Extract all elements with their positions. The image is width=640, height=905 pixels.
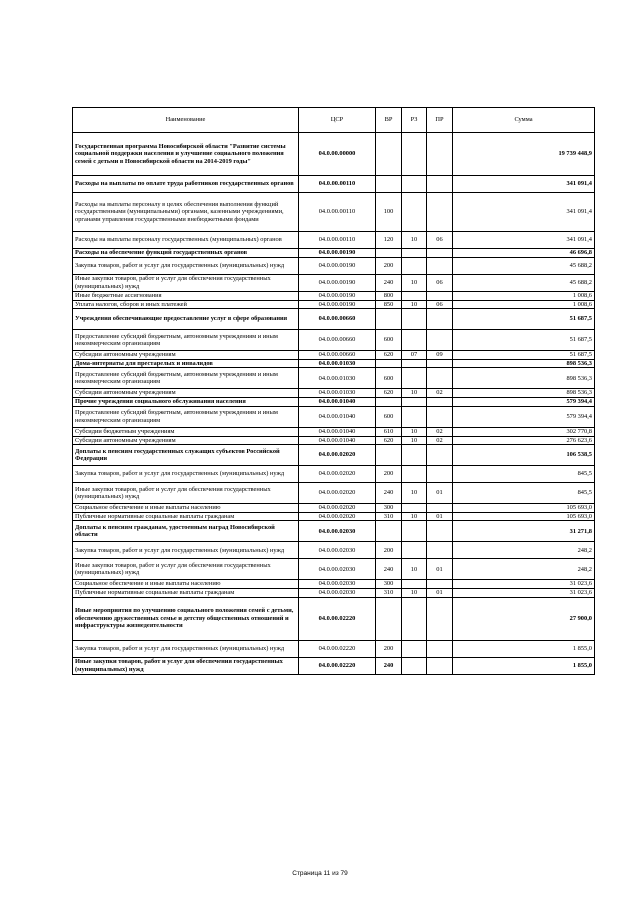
header-sum: Сумма [453, 108, 595, 133]
cell-rz [402, 258, 427, 275]
table-row [73, 483, 595, 504]
cell-sum: 45 688,2 [453, 275, 595, 292]
cell-name: Прочие учреждения социального обслуживания населения [73, 397, 299, 406]
cell-vr: 240 [376, 559, 402, 580]
cell-sum: 1 855,0 [453, 640, 595, 657]
table-row [73, 436, 595, 445]
table-row [73, 504, 595, 513]
table-row [73, 232, 595, 249]
cell-vr: 620 [376, 436, 402, 445]
cell-vr: 200 [376, 258, 402, 275]
cell-csr: 04.0.00.02220 [299, 657, 376, 674]
table-row [73, 512, 595, 521]
cell-name: Социальное обеспечение и иные выплаты населению [73, 580, 299, 589]
cell-csr: 04.0.00.01030 [299, 359, 376, 368]
cell-sum: 579 394,4 [453, 406, 595, 427]
cell-rz [402, 580, 427, 589]
cell-vr [376, 249, 402, 258]
cell-csr: 04.0.00.00660 [299, 309, 376, 330]
cell-csr: 04.0.00.00000 [299, 133, 376, 176]
cell-vr: 310 [376, 512, 402, 521]
cell-csr: 04.0.00.02030 [299, 521, 376, 542]
cell-sum: 898 536,3 [453, 368, 595, 389]
budget-table [72, 107, 595, 675]
cell-sum: 302 770,8 [453, 427, 595, 436]
cell-vr: 100 [376, 193, 402, 232]
cell-name: Предоставление субсидий бюджетным, автономным учреждениям и иным некоммерческим организациям [73, 406, 299, 427]
cell-csr: 04.0.00.02020 [299, 504, 376, 513]
cell-pr [427, 657, 453, 674]
cell-vr: 800 [376, 292, 402, 301]
cell-rz [402, 406, 427, 427]
cell-pr [427, 359, 453, 368]
cell-csr: 04.0.00.00190 [299, 300, 376, 309]
cell-vr: 620 [376, 389, 402, 398]
cell-rz [402, 466, 427, 483]
table-row [73, 258, 595, 275]
cell-name: Расходы на выплаты персоналу в целях обеспечения выполнения функций государственными (муниципальными) органами, казенными учреждениями, органами управления государственными внебюджетными фондами [73, 193, 299, 232]
cell-name: Расходы на выплаты персоналу государственных (муниципальных) органов [73, 232, 299, 249]
cell-vr: 610 [376, 427, 402, 436]
cell-name: Субсидии автономным учреждениям [73, 351, 299, 360]
cell-csr: 04.0.00.01040 [299, 397, 376, 406]
cell-sum: 51 687,5 [453, 351, 595, 360]
cell-name: Дома-интернаты для престарелых и инвалидов [73, 359, 299, 368]
table-row [73, 275, 595, 292]
cell-sum: 105 693,0 [453, 512, 595, 521]
cell-name: Государственная программа Новосибирской области "Развитие системы социальной поддержки населения и улучшение социального положения семей с детьми в Новосибирской области на 2014-2019 годы" [73, 133, 299, 176]
cell-rz [402, 330, 427, 351]
cell-csr: 04.0.00.00190 [299, 258, 376, 275]
cell-pr [427, 176, 453, 193]
cell-csr: 04.0.00.00660 [299, 351, 376, 360]
cell-sum: 46 696,8 [453, 249, 595, 258]
table-row [73, 300, 595, 309]
table-row [73, 445, 595, 466]
table-row [73, 309, 595, 330]
cell-rz: 10 [402, 436, 427, 445]
cell-pr: 01 [427, 483, 453, 504]
cell-rz [402, 640, 427, 657]
cell-vr: 850 [376, 300, 402, 309]
cell-name: Иные закупки товаров, работ и услуг для обеспечения государственных (муниципальных) нужд [73, 483, 299, 504]
cell-name: Закупка товаров, работ и услуг для государственных (муниципальных) нужд [73, 466, 299, 483]
cell-csr: 04.0.00.01040 [299, 436, 376, 445]
cell-pr [427, 580, 453, 589]
cell-name: Расходы на выплаты по оплате труда работников государственных органов [73, 176, 299, 193]
cell-rz [402, 657, 427, 674]
header-csr: ЦСР [299, 108, 376, 133]
cell-name: Иные мероприятия по улучшению социального положения семей с детьми, обеспечению дружественных семье и детству общественных отношений и инфраструктуры жизнедеятельности [73, 597, 299, 640]
header-pr: ПР [427, 108, 453, 133]
cell-name: Расходы на обеспечение функций государственных органов [73, 249, 299, 258]
cell-csr: 04.0.00.01030 [299, 368, 376, 389]
cell-sum: 1 008,6 [453, 300, 595, 309]
cell-csr: 04.0.00.01040 [299, 406, 376, 427]
cell-pr [427, 445, 453, 466]
cell-rz [402, 368, 427, 389]
cell-pr: 02 [427, 389, 453, 398]
cell-sum: 19 739 448,9 [453, 133, 595, 176]
cell-pr [427, 330, 453, 351]
cell-vr: 600 [376, 330, 402, 351]
cell-rz: 10 [402, 275, 427, 292]
cell-name: Социальное обеспечение и иные выплаты населению [73, 504, 299, 513]
cell-name: Иные закупки товаров, работ и услуг для обеспечения государственных (муниципальных) нужд [73, 559, 299, 580]
cell-name: Уплата налогов, сборов и иных платежей [73, 300, 299, 309]
cell-csr: 04.0.00.00190 [299, 249, 376, 258]
cell-sum: 45 688,2 [453, 258, 595, 275]
cell-csr: 04.0.00.01040 [299, 427, 376, 436]
header-name: Наименование [73, 108, 299, 133]
cell-pr [427, 292, 453, 301]
cell-pr [427, 521, 453, 542]
cell-pr: 01 [427, 559, 453, 580]
cell-name: Субсидии бюджетным учреждениям [73, 427, 299, 436]
cell-pr [427, 640, 453, 657]
table-row [73, 176, 595, 193]
table-row [73, 249, 595, 258]
cell-vr: 240 [376, 657, 402, 674]
cell-csr: 04.0.00.00110 [299, 176, 376, 193]
table-row [73, 368, 595, 389]
cell-csr: 04.0.00.00110 [299, 193, 376, 232]
cell-pr: 02 [427, 427, 453, 436]
cell-csr: 04.0.00.02030 [299, 559, 376, 580]
table-row [73, 521, 595, 542]
cell-csr: 04.0.00.02020 [299, 466, 376, 483]
cell-sum: 1 855,0 [453, 657, 595, 674]
cell-sum: 898 536,3 [453, 359, 595, 368]
cell-name: Иные закупки товаров, работ и услуг для обеспечения государственных (муниципальных) нужд [73, 275, 299, 292]
table-row [73, 640, 595, 657]
cell-vr: 200 [376, 466, 402, 483]
cell-rz [402, 292, 427, 301]
cell-name: Доплаты к пенсиям гражданам, удостоенным наград Новосибирской области [73, 521, 299, 542]
cell-rz [402, 193, 427, 232]
cell-pr: 01 [427, 512, 453, 521]
cell-sum: 898 536,3 [453, 389, 595, 398]
cell-sum: 845,5 [453, 466, 595, 483]
table-row [73, 351, 595, 360]
cell-pr [427, 466, 453, 483]
table-row [73, 597, 595, 640]
cell-pr: 06 [427, 275, 453, 292]
cell-vr [376, 309, 402, 330]
cell-sum: 341 091,4 [453, 232, 595, 249]
cell-rz [402, 397, 427, 406]
cell-name: Закупка товаров, работ и услуг для государственных (муниципальных) нужд [73, 258, 299, 275]
cell-pr [427, 542, 453, 559]
cell-rz [402, 504, 427, 513]
cell-name: Закупка товаров, работ и услуг для государственных (муниципальных) нужд [73, 640, 299, 657]
cell-pr: 01 [427, 588, 453, 597]
cell-rz [402, 309, 427, 330]
cell-vr [376, 359, 402, 368]
cell-vr: 240 [376, 483, 402, 504]
table-header-row [73, 108, 595, 133]
table-row [73, 397, 595, 406]
table-row [73, 359, 595, 368]
cell-pr [427, 249, 453, 258]
table-row [73, 580, 595, 589]
cell-pr [427, 258, 453, 275]
cell-rz [402, 249, 427, 258]
cell-name: Предоставление субсидий бюджетным, автономным учреждениям и иным некоммерческим организациям [73, 368, 299, 389]
cell-sum: 341 091,4 [453, 193, 595, 232]
cell-csr: 04.0.00.00190 [299, 292, 376, 301]
cell-vr: 300 [376, 504, 402, 513]
table-row [73, 133, 595, 176]
cell-name: Закупка товаров, работ и услуг для государственных (муниципальных) нужд [73, 542, 299, 559]
cell-vr [376, 521, 402, 542]
cell-sum: 341 091,4 [453, 176, 595, 193]
cell-csr: 04.0.00.02020 [299, 445, 376, 466]
table-row [73, 466, 595, 483]
cell-pr [427, 133, 453, 176]
cell-csr: 04.0.00.02220 [299, 640, 376, 657]
cell-sum: 248,2 [453, 542, 595, 559]
cell-sum: 51 687,5 [453, 330, 595, 351]
cell-rz [402, 176, 427, 193]
cell-pr [427, 309, 453, 330]
cell-pr [427, 406, 453, 427]
table-row [73, 193, 595, 232]
cell-rz: 10 [402, 389, 427, 398]
cell-csr: 04.0.00.02030 [299, 588, 376, 597]
cell-vr: 200 [376, 640, 402, 657]
cell-sum: 248,2 [453, 559, 595, 580]
table-row [73, 427, 595, 436]
cell-vr [376, 445, 402, 466]
cell-csr: 04.0.00.02020 [299, 512, 376, 521]
cell-sum: 31 023,6 [453, 580, 595, 589]
cell-csr: 04.0.00.00190 [299, 275, 376, 292]
page-number: Страница 11 из 79 [292, 870, 348, 877]
cell-rz [402, 542, 427, 559]
table-row [73, 588, 595, 597]
cell-sum: 276 623,6 [453, 436, 595, 445]
cell-sum: 106 538,5 [453, 445, 595, 466]
cell-sum: 105 693,0 [453, 504, 595, 513]
cell-csr: 04.0.00.02020 [299, 483, 376, 504]
cell-name: Иные закупки товаров, работ и услуг для обеспечения государственных (муниципальных) нужд [73, 657, 299, 674]
cell-rz: 10 [402, 232, 427, 249]
cell-vr: 600 [376, 406, 402, 427]
cell-vr [376, 597, 402, 640]
cell-pr: 06 [427, 300, 453, 309]
cell-rz: 10 [402, 559, 427, 580]
cell-vr: 300 [376, 580, 402, 589]
cell-csr: 04.0.00.02030 [299, 580, 376, 589]
cell-pr [427, 368, 453, 389]
cell-name: Иные бюджетные ассигнования [73, 292, 299, 301]
header-rz: РЗ [402, 108, 427, 133]
cell-rz: 10 [402, 483, 427, 504]
cell-sum: 27 900,0 [453, 597, 595, 640]
cell-name: Публичные нормативные социальные выплаты гражданам [73, 588, 299, 597]
table-row [73, 406, 595, 427]
cell-rz: 10 [402, 588, 427, 597]
cell-vr: 240 [376, 275, 402, 292]
cell-rz [402, 133, 427, 176]
table-row [73, 542, 595, 559]
cell-csr: 04.0.00.01030 [299, 389, 376, 398]
table-row [73, 389, 595, 398]
cell-pr [427, 193, 453, 232]
cell-name: Субсидии автономным учреждениям [73, 389, 299, 398]
cell-name: Доплаты к пенсиям государственных служащих субъектов Российской Федерации [73, 445, 299, 466]
cell-csr: 04.0.00.02220 [299, 597, 376, 640]
cell-sum: 31 271,8 [453, 521, 595, 542]
cell-name: Предоставление субсидий бюджетным, автономным учреждениям и иным некоммерческим организациям [73, 330, 299, 351]
cell-rz [402, 359, 427, 368]
cell-rz [402, 597, 427, 640]
cell-name: Учреждения обеспечивающие предоставление услуг в сфере образования [73, 309, 299, 330]
cell-rz: 07 [402, 351, 427, 360]
cell-pr [427, 504, 453, 513]
cell-vr: 620 [376, 351, 402, 360]
cell-csr: 04.0.00.00660 [299, 330, 376, 351]
cell-sum: 845,5 [453, 483, 595, 504]
cell-pr: 06 [427, 232, 453, 249]
cell-name: Субсидии автономным учреждениям [73, 436, 299, 445]
cell-sum: 51 687,5 [453, 309, 595, 330]
cell-csr: 04.0.00.02030 [299, 542, 376, 559]
cell-vr: 200 [376, 542, 402, 559]
cell-pr [427, 397, 453, 406]
cell-rz: 10 [402, 512, 427, 521]
cell-rz [402, 445, 427, 466]
cell-sum: 31 023,6 [453, 588, 595, 597]
header-vr: ВР [376, 108, 402, 133]
cell-vr: 600 [376, 368, 402, 389]
cell-vr [376, 176, 402, 193]
table-row [73, 292, 595, 301]
table-row [73, 330, 595, 351]
cell-vr: 310 [376, 588, 402, 597]
cell-vr: 120 [376, 232, 402, 249]
cell-rz: 10 [402, 427, 427, 436]
cell-name: Публичные нормативные социальные выплаты гражданам [73, 512, 299, 521]
table-row [73, 657, 595, 674]
cell-csr: 04.0.00.00110 [299, 232, 376, 249]
cell-pr: 02 [427, 436, 453, 445]
cell-rz [402, 521, 427, 542]
table-row [73, 559, 595, 580]
cell-vr [376, 133, 402, 176]
cell-rz: 10 [402, 300, 427, 309]
cell-pr [427, 597, 453, 640]
cell-sum: 579 394,4 [453, 397, 595, 406]
cell-pr: 09 [427, 351, 453, 360]
cell-sum: 1 008,6 [453, 292, 595, 301]
cell-vr [376, 397, 402, 406]
